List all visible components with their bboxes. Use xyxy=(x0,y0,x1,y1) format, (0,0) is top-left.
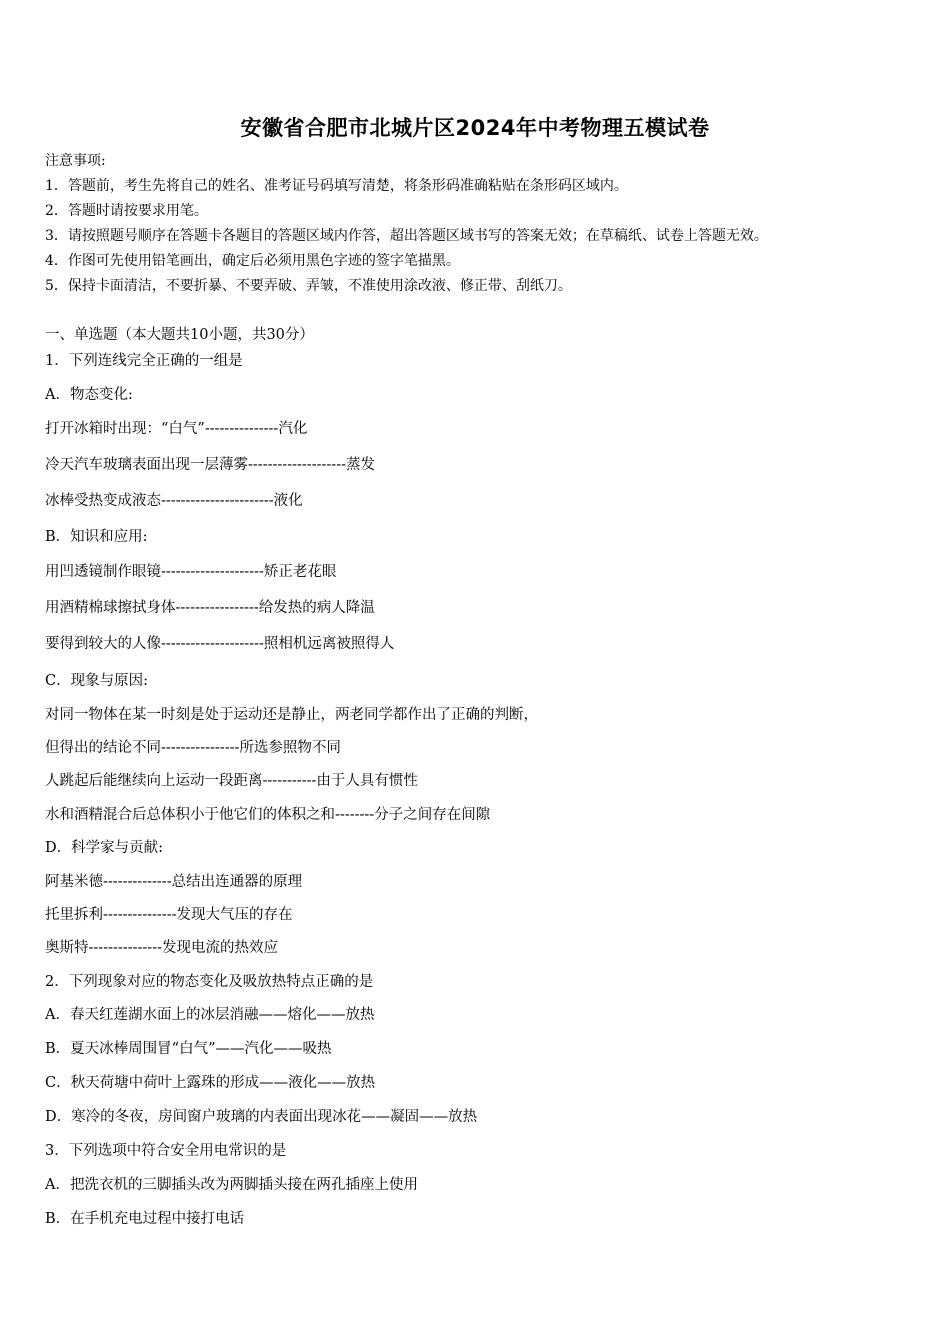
option-line: 但得出的结论不同----------------所选参照物不同 xyxy=(45,740,341,756)
question-stem: 2．下列现象对应的物态变化及吸放热特点正确的是 xyxy=(45,974,374,990)
notice-item: 4．作图可先使用铅笔画出，确定后必须用黑色字迹的签字笔描黑。 xyxy=(45,253,460,269)
notice-item: 1．答题前，考生先将自己的姓名、准考证号码填写清楚，将条形码准确粘贴在条形码区域内。 xyxy=(45,178,628,194)
option-line: 要得到较大的人像---------------------照相机远离被照得人 xyxy=(45,636,395,652)
answer-option: B．在手机充电过程中接打电话 xyxy=(45,1211,245,1227)
option-line: 阿基米德--------------总结出连通器的原理 xyxy=(45,874,303,890)
option-label: A．物态变化: xyxy=(45,387,133,403)
option-line: 用凹透镜制作眼镜---------------------矫正老花眼 xyxy=(45,564,337,580)
answer-option: B．夏天冰棒周围冒“白气”——汽化——吸热 xyxy=(45,1041,332,1057)
notice-item: 2．答题时请按要求用笔。 xyxy=(45,203,208,219)
answer-option: D．寒冷的冬夜，房间窗户玻璃的内表面出现冰花——凝固——放热 xyxy=(45,1109,478,1125)
option-line: 冷天汽车玻璃表面出现一层薄雾--------------------蒸发 xyxy=(45,457,375,473)
option-label: D．科学家与贡献: xyxy=(45,840,164,856)
notice-heading: 注意事项: xyxy=(45,153,106,169)
answer-option: C．秋天荷塘中荷叶上露珠的形成——液化——放热 xyxy=(45,1075,376,1091)
option-line: 水和酒精混合后总体积小于他它们的体积之和--------分子之间存在间隙 xyxy=(45,807,491,823)
notice-item: 5．保持卡面清洁，不要折暴、不要弄破、弄皱，不准使用涂改液、修正带、刮纸刀。 xyxy=(45,278,572,294)
exam-title: 安徽省合肥市北城片区2024年中考物理五模试卷 xyxy=(240,116,710,140)
option-line: 对同一物体在某一时刻是处于运动还是静止，两老同学都作出了正确的判断， xyxy=(45,707,538,723)
option-label: C．现象与原因: xyxy=(45,673,148,689)
option-line: 冰棒受热变成液态-----------------------液化 xyxy=(45,493,303,509)
answer-option: A．把洗衣机的三脚插头改为两脚插头接在两孔插座上使用 xyxy=(45,1177,418,1193)
section-heading: 一、单选题（本大题共10小题，共30分） xyxy=(45,327,314,343)
option-line: 用酒精棉球擦拭身体-----------------给发热的病人降温 xyxy=(45,600,375,616)
option-line: 托里拆利---------------发现大气压的存在 xyxy=(45,907,293,923)
question-stem: 3．下列选项中符合安全用电常识的是 xyxy=(45,1143,287,1159)
option-line: 奥斯特---------------发现电流的热效应 xyxy=(45,940,278,956)
question-stem: 1．下列连线完全正确的一组是 xyxy=(45,353,243,369)
option-label: B．知识和应用: xyxy=(45,529,148,545)
option-line: 人跳起后能继续向上运动一段距离-----------由于人具有惯性 xyxy=(45,773,418,789)
answer-option: A．春天红莲湖水面上的冰层消融——熔化——放热 xyxy=(45,1007,375,1023)
notice-item: 3．请按照题号顺序在答题卡各题目的答题区域内作答，超出答题区域书写的答案无效；在草稿纸、试卷上答题无效。 xyxy=(45,228,768,244)
option-line: 打开冰箱时出现：“白气”---------------汽化 xyxy=(45,421,308,437)
